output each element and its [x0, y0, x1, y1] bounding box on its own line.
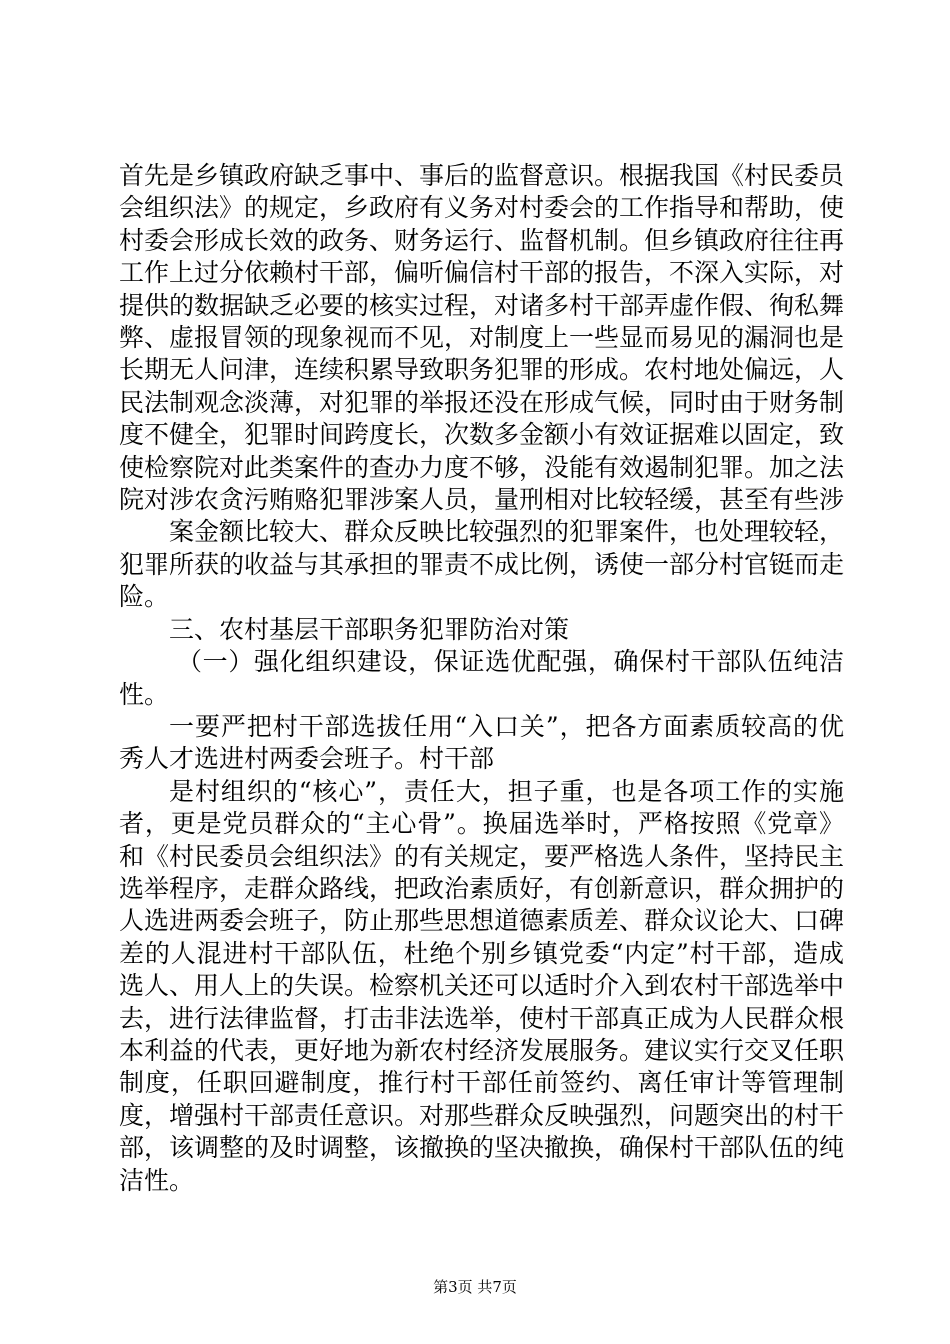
section-heading: 三、农村基层干部职务犯罪防治对策 — [169, 614, 570, 644]
page-number-footer: 第3页 共7页 — [433, 1278, 517, 1296]
document-body — [119, 160, 844, 1197]
paragraph-continuation: 首先是乡镇政府缺乏事中、事后的监督意识。根据我国《村民委员会组织法》的规定，乡政府有义务对村委会的工作指导和帮助，使村委会形成长效的政务、财务运行、监督机制。但乡镇政府往往再工作上过分依赖村干部，偏听偏信村干部的报告，不深入实际，对提供的数据缺乏必要的核实过程，对诸多村干部弄虚作假、徇私舞弊、虚报冒领的现象视而不见，对制度上一些显而易见的漏洞也是长期无人问津，连续积累导致职务犯罪的形成。农村地处偏远，人民法制观念淡薄，对犯罪的举报还没在形成气候，同时由于财务制度不健全，犯罪时间跨度长，次数多金额小有效证据难以固定，致使检察院对此类案件的查办力度不够，没能有效遏制犯罪。加之法院对涉农贪污贿赂犯罪涉案人员，量刑相对比较轻缓，甚至有些涉 — [119, 161, 845, 515]
paragraph-continuation-2: 案金额比较大、群众反映比较强烈的犯罪案件，也处理较轻，犯罪所获的收益与其承担的罪责不成比例，诱使一部分村官铤而走险。 — [119, 517, 845, 612]
paragraph: 是村组织的“核心”，责任大，担子重，也是各项工作的实施者，更是党员群众的“主心骨”。换届选举时，严格按照《党章》和《村民委员会组织法》的有关规定，要严格选人条件，坚持民主选举程序，走群众路线，把政治素质好，有创新意识，群众拥护的人选进两委会班子，防止那些思想道德素质差、群众议论大、口碑差的人混进村干部队伍，杜绝个别乡镇党委“内定”村干部，造成选人、用人上的失误。检察机关还可以适时介入到农村干部选举中去，进行法律监督，打击非法选举，使村干部真正成为人民群众根本利益的代表，更好地为新农村经济发展服务。建议实行交叉任职制度，任职回避制度，推行村干部任前签约、离任审计等管理制度，增强村干部责任意识。对那些群众反映强烈，问题突出的村干部，该调整的及时调整，该撤换的坚决撤换，确保村干部队伍的纯洁性。 — [119, 776, 845, 1195]
subsection-heading: （一）强化组织建设，保证选优配强，确保村干部队伍纯洁性。 — [119, 647, 844, 709]
paragraph: 一要严把村干部选拔任用“入口关”，把各方面素质较高的优秀人才选进村两委会班子。村干部 — [119, 711, 844, 774]
